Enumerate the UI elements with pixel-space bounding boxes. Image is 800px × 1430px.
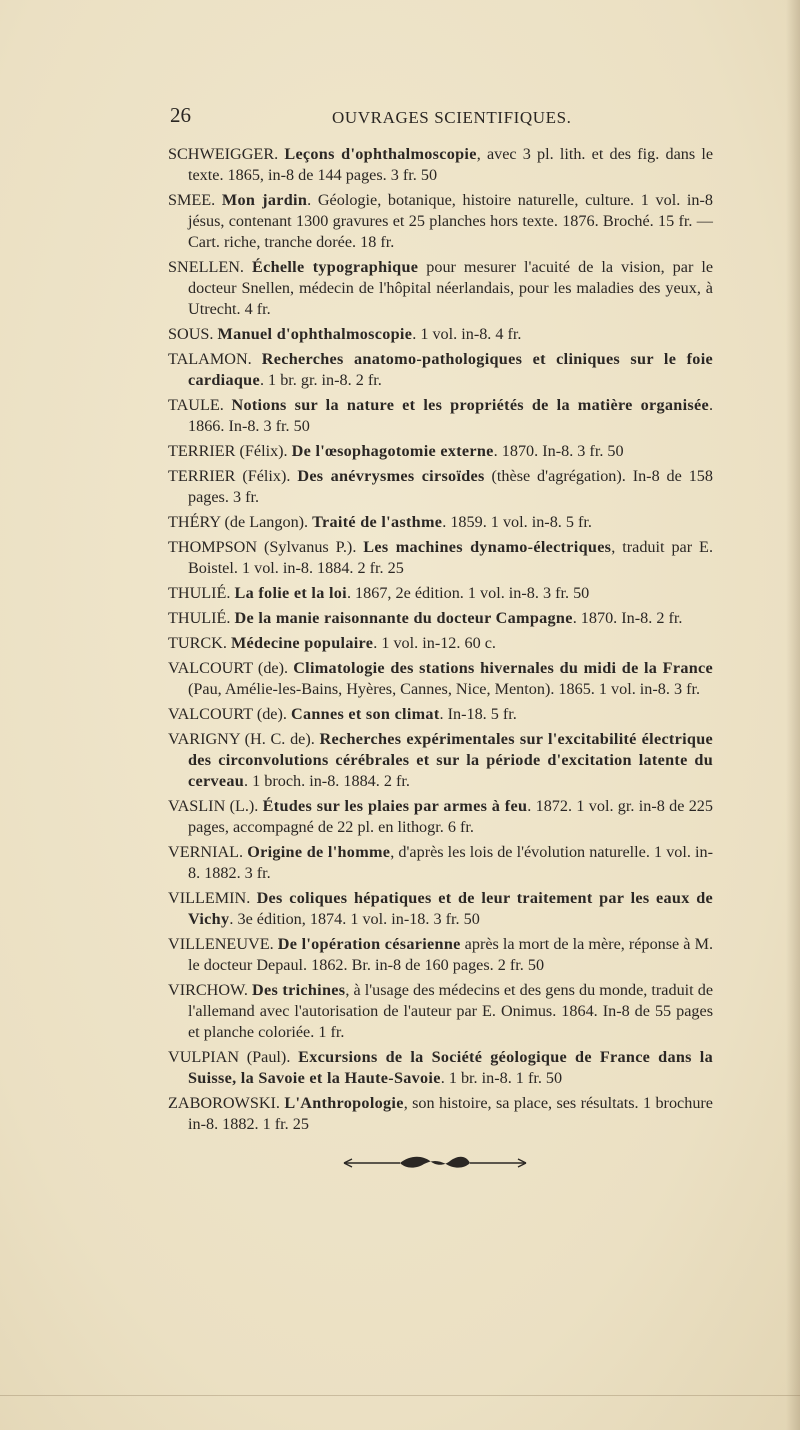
entry-title: Médecine populaire <box>230 634 374 652</box>
running-title: OUVRAGES SCIENTIFIQUES. <box>332 108 572 127</box>
entry-title: De l'œsophagotomie externe <box>291 442 494 460</box>
entry-author: TAULE. <box>168 396 232 414</box>
catalog-entry <box>168 704 713 725</box>
entry-details: . 1859. 1 vol. in-8. 5 fr. <box>442 513 592 531</box>
entry-title: Études sur les plaies par armes à feu <box>262 797 528 815</box>
entry-author: VILLENEUVE. <box>168 935 278 953</box>
catalog-entries <box>168 144 713 1139</box>
entry-title: Origine de l'homme <box>247 843 391 861</box>
entry-title: Échelle typographique <box>251 258 419 276</box>
entry-title: Notions sur la nature et les propriétés de la matière organisée <box>231 396 709 414</box>
entry-author: TALAMON. <box>168 350 262 368</box>
entry-details: , à l'usage des médecins et des gens du monde, traduit de l'allemand avec l'autorisation de l'auteur par E. Onimus. 1864. In-8 de 55 pages et planche coloriée. 1 fr. <box>188 981 714 1041</box>
entry-details: , avec 3 pl. lith. et des fig. dans le texte. 1865, in-8 de 144 pages. 3 fr. 50 <box>188 145 714 184</box>
entry-author: SNELLEN. <box>168 258 252 276</box>
catalog-entry <box>168 1093 713 1135</box>
entry-title: De la manie raisonnante du docteur Campagne <box>234 609 573 627</box>
catalog-entry <box>168 257 713 320</box>
entry-details: . 1872. 1 vol. gr. in-8 de 225 pages, accompagné de 22 pl. en lithogr. 6 fr. <box>188 797 713 836</box>
entry-author: SOUS. <box>168 325 218 343</box>
entry-title: Des trichines <box>251 981 346 999</box>
entry-details: . 1 br. in-8. 1 fr. 50 <box>440 1069 563 1087</box>
entry-details: . 1 br. gr. in-8. 2 fr. <box>259 371 382 389</box>
entry-title: De l'opération césarienne <box>277 935 461 953</box>
entry-author: VASLIN (L.). <box>168 797 263 815</box>
entry-details: , traduit par E. Boistel. 1 vol. in-8. 1884. 2 fr. 25 <box>188 538 713 577</box>
scan-artifact-line <box>0 1395 800 1396</box>
page-edge-shadow <box>786 0 800 1430</box>
entry-author: TURCK. <box>168 634 231 652</box>
catalog-entry <box>168 190 713 253</box>
entry-author: TERRIER (Félix). <box>168 467 298 485</box>
catalog-entry <box>168 441 713 462</box>
entry-author: ZABOROWSKI. <box>168 1094 285 1112</box>
entry-details: . 1870. In-8. 3 fr. 50 <box>493 442 624 460</box>
page-header <box>170 103 710 133</box>
entry-details: . 1 vol. in-8. 4 fr. <box>412 325 522 343</box>
entry-title: Climatologie des stations hivernales du midi de la France <box>293 659 713 677</box>
catalog-entry <box>168 658 713 700</box>
entry-details: . In-18. 5 fr. <box>439 705 517 723</box>
entry-author: THÉRY (de Langon). <box>168 513 313 531</box>
catalog-entry <box>168 395 713 437</box>
catalog-entry <box>168 633 713 654</box>
entry-details: . 3e édition, 1874. 1 vol. in-18. 3 fr. 50 <box>229 910 480 928</box>
entry-author: THULIÉ. <box>168 584 235 602</box>
catalog-entry <box>168 888 713 930</box>
entry-details: . 1867, 2e édition. 1 vol. in-8. 3 fr. 50 <box>346 584 590 602</box>
entry-title: Mon jardin <box>221 191 308 209</box>
catalog-entry <box>168 324 713 345</box>
entry-title: Recherches anatomo-pathologiques et cliniques sur le foie cardiaque <box>188 350 713 389</box>
catalog-entry <box>168 796 713 838</box>
entry-details: pour mesurer l'acuité de la vision, par le docteur Snellen, médecin de l'hôpital néerlandais, pour les maladies des yeux, à Utrecht. 4 fr. <box>188 258 714 318</box>
catalog-entry <box>168 980 713 1043</box>
catalog-entry <box>168 583 713 604</box>
entry-title: Des anévrysmes cirsoïdes <box>297 467 485 485</box>
entry-title: Manuel d'ophthalmoscopie <box>217 325 413 343</box>
entry-details: après la mort de la mère, réponse à M. le docteur Depaul. 1862. Br. in-8 de 160 pages. 2 fr. 50 <box>188 935 714 974</box>
entry-title: Traité de l'asthme <box>312 513 443 531</box>
catalog-entry <box>168 608 713 629</box>
catalog-entry <box>168 512 713 533</box>
catalog-entry <box>168 144 713 186</box>
catalog-entry <box>168 537 713 579</box>
entry-details: (thèse d'agrégation). In-8 de 158 pages. 3 fr. <box>188 467 713 506</box>
entry-title: Recherches expérimentales sur l'excitabilité électrique des circonvolutions cérébrales et sur la période d'excitation latente du cerveau <box>188 730 713 790</box>
entry-title: Des coliques hépatiques et de leur traitement par les eaux de Vichy <box>188 889 714 928</box>
entry-details: , son histoire, sa place, ses résultats. 1 brochure in-8. 1882. 1 fr. 25 <box>188 1094 713 1133</box>
entry-details: . 1 vol. in-12. 60 c. <box>373 634 496 652</box>
entry-author: VULPIAN (Paul). <box>168 1048 299 1066</box>
entry-details: . Géologie, botanique, histoire naturelle, culture. 1 vol. in-8 jésus, contenant 1300 gravures et 25 planches hors texte. 1876. Broché. 15 fr. — Cart. riche, tranche dorée. 18 fr. <box>188 191 713 251</box>
entry-author: SCHWEIGGER. <box>168 145 285 163</box>
entry-author: SMEE. <box>168 191 222 209</box>
entry-title: Excursions de la Société géologique de France dans la Suisse, la Savoie et la Haute-Savoie <box>188 1048 713 1087</box>
catalog-entry <box>168 934 713 976</box>
entry-author: VALCOURT (de). <box>168 659 294 677</box>
entry-title: Leçons d'ophthalmoscopie <box>284 145 477 163</box>
entry-author: THOMPSON (Sylvanus P.). <box>168 538 364 556</box>
catalog-entry <box>168 842 713 884</box>
entry-title: L'Anthropologie <box>284 1094 404 1112</box>
entry-details: . 1870. In-8. 2 fr. <box>572 609 683 627</box>
catalog-entry <box>168 1047 713 1089</box>
entry-details: . 1 broch. in-8. 1884. 2 fr. <box>244 772 410 790</box>
entry-author: VERNIAL. <box>168 843 248 861</box>
entry-details: (Pau, Amélie-les-Bains, Hyères, Cannes, Nice, Menton). 1865. 1 vol. in-8. 3 fr. <box>188 680 701 698</box>
entry-author: VILLEMIN. <box>168 889 257 907</box>
entry-author: THULIÉ. <box>168 609 235 627</box>
tailpiece-ornament-icon <box>340 1152 530 1174</box>
page-number: 26 <box>170 103 191 127</box>
entry-details: . 1866. In-8. 3 fr. 50 <box>188 396 713 435</box>
catalog-entry <box>168 729 713 792</box>
entry-title: Cannes et son climat <box>290 705 440 723</box>
entry-author: TERRIER (Félix). <box>168 442 292 460</box>
entry-author: VALCOURT (de). <box>168 705 291 723</box>
catalog-entry <box>168 349 713 391</box>
entry-details: , d'après les lois de l'évolution naturelle. 1 vol. in-8. 1882. 3 fr. <box>188 843 713 882</box>
entry-title: La folie et la loi <box>234 584 347 602</box>
entry-author: VIRCHOW. <box>168 981 252 999</box>
entry-title: Les machines dynamo-électriques <box>363 538 612 556</box>
entry-author: VARIGNY (H. C. de). <box>168 730 320 748</box>
catalog-entry <box>168 466 713 508</box>
